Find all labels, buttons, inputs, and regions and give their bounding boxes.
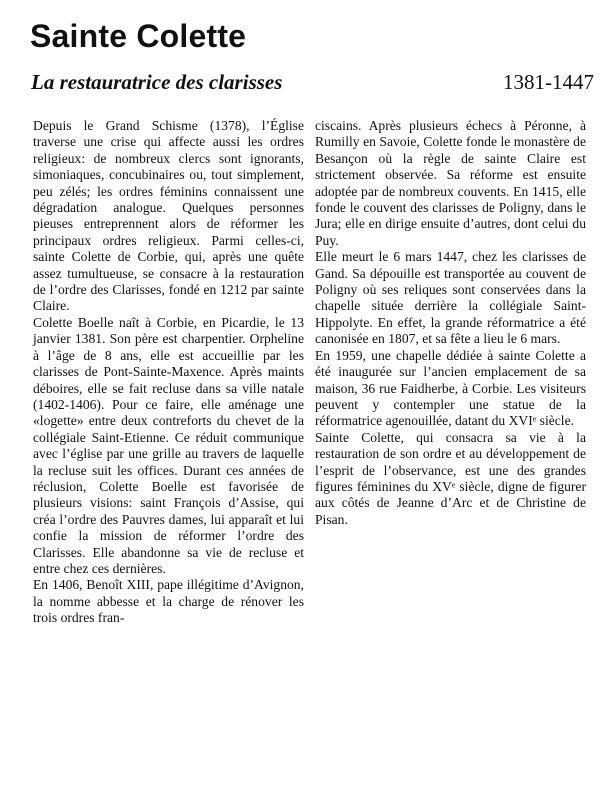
right-text-column <box>315 118 586 528</box>
life-dates: 1381-1447 <box>503 70 594 94</box>
left-text-column <box>33 118 304 627</box>
page-title: Sainte Colette <box>30 18 247 54</box>
paragraph-chapel: En 1959, une chapelle dédiée à sainte Colette a été inaugurée sur l’ancien emplacement de sa maison, 36 rue Faidherbe, à Corbie. Les visiteurs peuvent y contempler une statue de la réformatrice agenouillée, datant du XVIᵉ siècle. <box>315 347 586 429</box>
paragraph-legacy: Sainte Colette, qui consacra sa vie à la restauration de son ordre et au développement de l’esprit de l’observance, est une des grandes figures féminines du XVᵉ siècle, digne de figurer aux côtés de Jeanne d’Arc et de Christine de Pisan. <box>315 429 586 527</box>
paragraph-reform: ciscains. Après plusieurs échecs à Péronne, à Rumilly en Savoie, Colette fonde le monastère de Besançon où la règle de sainte Claire est strictement observée. Sa réforme est ensuite adoptée par de nombreux couvents. En 1415, elle fonde le couvent des clarisses de Poligny, dans le Jura; elle en dirige ensuite d’autres, dont celui du Puy. <box>315 118 586 248</box>
page-subtitle: La restauratrice des clarisses <box>31 70 283 94</box>
paragraph-early-life: Colette Boelle naît à Corbie, en Picardie, le 13 janvier 1381. Son père est charpentier. Orpheline à l’âge de 8 ans, elle est accueillie par les clarisses de Pont-Sainte-Maxence. Après maints déboires, elle se fait recluse dans sa ville natale (1402-1406). Pour ce faire, elle aménage une «logette» entre deux contreforts du chevet de la collégiale Saint-Etienne. Ce réduit communique avec l’église par une grille au travers de laquelle la recluse suit les offices. Durant ces années de réclusion, Colette Boelle est favorisée de plusieurs visions: saint François d’Assise, qui créa l’ordre des Pauvres dames, lui apparaît et lui confie la mission de réformer l’ordre des Clarisses. Elle abandonne sa vie de recluse et entre chez ces dernières. <box>33 314 304 576</box>
paragraph-context: Depuis le Grand Schisme (1378), l’Église traverse une crise qui affecte aussi les ordres religieux: de nombreux clercs sont ignorants, simoniaques, concubinaires ou, tout simplement, peu zélés; les ordres féminins connaissent une dégradation analogue. Quelques personnes pieuses entreprennent alors de réformer les principaux ordres religieux. Parmi celles-ci, sainte Colette de Corbie, qui, après une quête assez tumultueuse, se consacre à la restauration de l’ordre des Clarisses, fondé en 1212 par sainte Claire. <box>33 118 304 314</box>
paragraph-abbess-start: En 1406, Benoît XIII, pape illégitime d’Avignon, la nomme abbesse et la charge de rénover les trois ordres fran- <box>33 577 304 626</box>
paragraph-death: Elle meurt le 6 mars 1447, chez les clarisses de Gand. Sa dépouille est transportée au couvent de Poligny où ses reliques sont conservées dans la chapelle située derrière la collégiale Saint-Hippolyte. En effet, la grande réformatrice a été canonisée en 1807, et sa fête a lieu le 6 mars. <box>315 249 586 347</box>
